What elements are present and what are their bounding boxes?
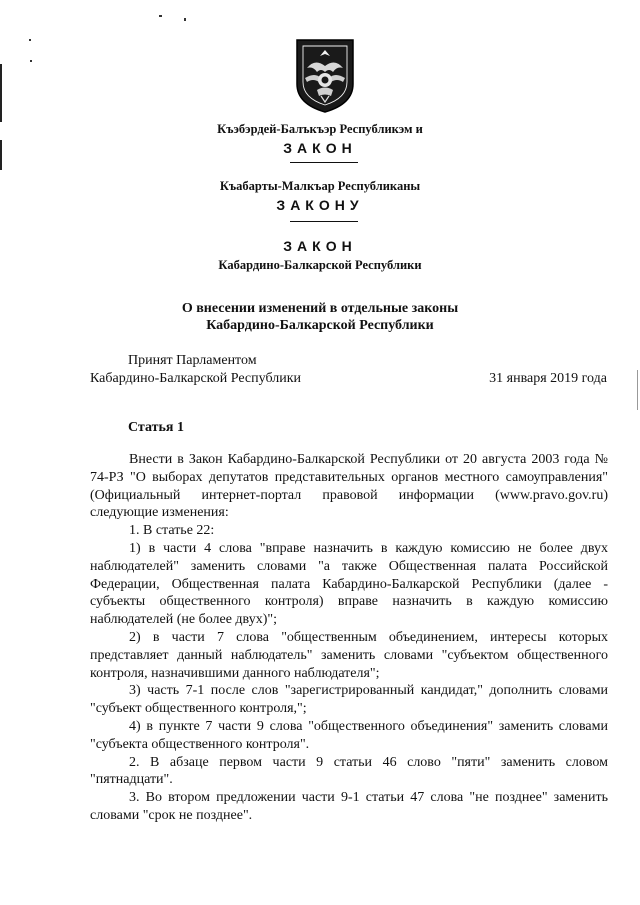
scan-edge-mark	[0, 64, 2, 122]
article-body	[90, 451, 608, 825]
article-paragraph: 1. В статье 22:	[129, 523, 215, 539]
russian-law-word: ЗАКОН	[283, 238, 357, 254]
header-divider	[290, 221, 358, 222]
scan-speck	[29, 39, 31, 41]
article-paragraph: 3) часть 7-1 после слов "зарегистрированный кандидат," дополнить словами "субъект общественного контроля,";	[90, 683, 608, 717]
header-divider	[290, 162, 358, 163]
kabardian-law-word: ЗАКОН	[283, 140, 357, 156]
scan-speck	[184, 18, 186, 21]
russian-republic-name: Кабардино-Балкарской Республики	[218, 258, 422, 272]
adoption-statement: Принят Парламентом	[128, 353, 257, 368]
article-heading: Статья 1	[128, 420, 184, 435]
balkar-republic-name: Къабарты-Малкъар Республиканы	[219, 179, 421, 193]
document-title-line-1: О внесении изменений в отдельные законы	[181, 301, 459, 316]
article-paragraph: 3. Во втором предложении части 9-1 статьи 47 слова "не позднее" заменить словами "срок не позднее".	[90, 790, 608, 823]
scan-speck	[159, 15, 162, 17]
article-paragraph: 4) в пункте 7 части 9 слова "общественного объединения" заменить словами "субъекта общественного контроля".	[90, 718, 608, 752]
adoption-parliament: Кабардино-Балкарской Республики	[90, 371, 301, 386]
coat-of-arms-emblem	[295, 38, 355, 114]
article-paragraph: Внести в Закон Кабардино-Балкарской Республики от 20 августа 2003 года № 74-РЗ "О выборах депутатов представительных органов местного самоуправления" (Официальный интернет-портал правовой информации (www.pravo.gov.ru) следующие изменения:	[90, 452, 608, 521]
kabardian-republic-name: Къэбэрдей-Балъкъэр Республикэм и	[217, 122, 423, 136]
balkar-law-word: ЗАКОНУ	[276, 197, 364, 213]
scan-speck	[30, 60, 32, 62]
adoption-date: 31 января 2019 года	[489, 371, 607, 386]
scan-edge-mark	[637, 370, 638, 410]
document-title-line-2: Кабардино-Балкарской Республики	[206, 318, 434, 333]
article-paragraph: 2. В абзаце первом части 9 статьи 46 слово "пяти" заменить словом "пятнадцати".	[90, 754, 608, 788]
article-paragraph: 2) в части 7 слова "общественным объединением, интересы которых представляет данный наблюдатель" заменить словами "субъектом общественного контроля, назначившими данного наблюдателя";	[90, 629, 608, 681]
article-paragraph: 1) в части 4 слова "вправе назначить в каждую комиссию не более двух наблюдателей" заменить словами "а также Общественная палата Российской Федерации, Общественная палата Кабардино-Балкарской Республики (далее - субъекты общественного контроля) вправе назначить в каждую комиссию наблюдателей (не более двух)";	[90, 540, 608, 628]
